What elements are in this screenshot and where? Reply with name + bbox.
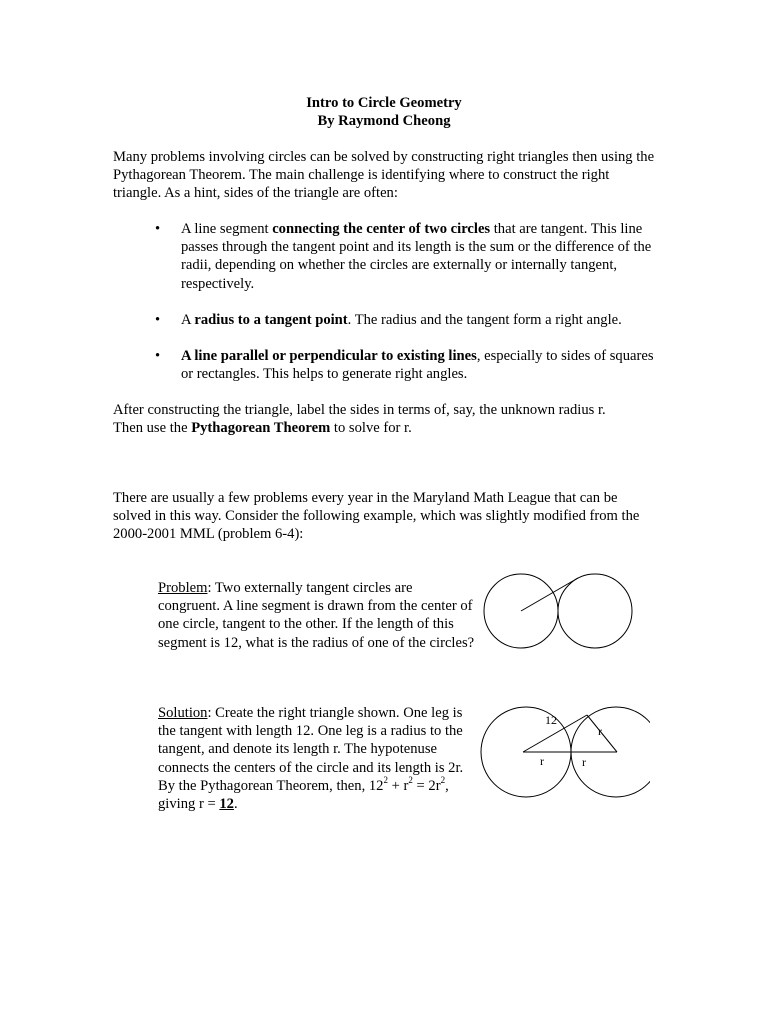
- problem-text: : Two externally tangent circles are congruent. A line segment is drawn from the center of one circle, tangent to the other. If the length of this segment is 12, what is the radius of one of the circles?: [158, 580, 475, 651]
- intro-paragraph: Many problems involving circles can be solved by constructing right triangles then using the Pythagorean Theorem. The main challenge is identifying where to construct the right triangle. As a hint, sides of the triangle are often:: [113, 149, 655, 202]
- bullet-item-center-line: [181, 220, 661, 293]
- tangent-segment: [521, 578, 578, 611]
- bullet-text: A: [181, 312, 195, 328]
- document-author: By Raymond Cheong: [317, 113, 451, 129]
- bullet-marker: •: [155, 312, 161, 328]
- after-text: to solve for r.: [330, 420, 412, 437]
- right-triangle-figure: [470, 695, 650, 805]
- answer-value: 12: [219, 796, 234, 813]
- problem-block: [158, 579, 478, 652]
- giving-text: giving r = 12.: [158, 796, 238, 813]
- bullet-bold-text: connecting the center of two circles: [272, 221, 491, 237]
- label-r-mid: r: [582, 755, 586, 769]
- bullet-text: . The radius and the tangent form a right angle.: [347, 312, 622, 328]
- bullet-text: A line segment: [181, 221, 273, 237]
- solution-label: Solution: [158, 705, 208, 721]
- after-line-1: After constructing the triangle, label the sides in terms of, say, the unknown radius r.: [113, 402, 606, 418]
- problem-label: Problem: [158, 580, 208, 596]
- equation-text: By the Pythagorean Theorem, then, $12^2 + r^2 = 2r^2$,: [158, 774, 449, 794]
- bullet-item-tangent-radius: [181, 311, 661, 329]
- document-title: Intro to Circle Geometry: [306, 95, 462, 111]
- bullet-text: , especially to sides of squares or rectangles. This helps to generate right angles.: [181, 348, 654, 383]
- label-r-right: r: [598, 724, 602, 738]
- bullet-marker: •: [155, 221, 161, 237]
- after-line-2: [113, 419, 658, 437]
- after-paragraph: [113, 401, 658, 437]
- right-circle: [558, 574, 632, 648]
- label-12: 12: [545, 713, 557, 727]
- after-text: Then use the: [113, 420, 192, 437]
- bullet-text: that are tangent. This line passes through the tangent point and its length is the sum or the difference of the radii, depending on whether the circles are externally or internally tangent, respectively.: [181, 221, 652, 292]
- solution-block: [158, 704, 478, 813]
- pythagorean-bold: Pythagorean Theorem: [191, 420, 331, 437]
- solution-text: : Create the right triangle shown. One leg is the tangent with length 12. One leg is a radius to the tangent, and denote its length r. The hypotenuse connects the centers of the circle and its length is 2r.: [158, 705, 464, 776]
- bullet-bold-text: A line parallel or perpendicular to existing lines: [181, 348, 477, 364]
- bullet-bold-text: radius to a tangent point: [194, 312, 348, 328]
- mml-paragraph: There are usually a few problems every year in the Maryland Math League that can be solved in this way. Consider the following example, which was slightly modified from the 2000-2001 MML (problem 6-4):: [113, 490, 640, 543]
- bullet-marker: •: [155, 348, 161, 364]
- radius-leg: [587, 715, 617, 752]
- two-circles-figure: [470, 560, 650, 670]
- bullet-item-parallel-lines: [181, 347, 661, 383]
- label-r-left: r: [540, 754, 544, 768]
